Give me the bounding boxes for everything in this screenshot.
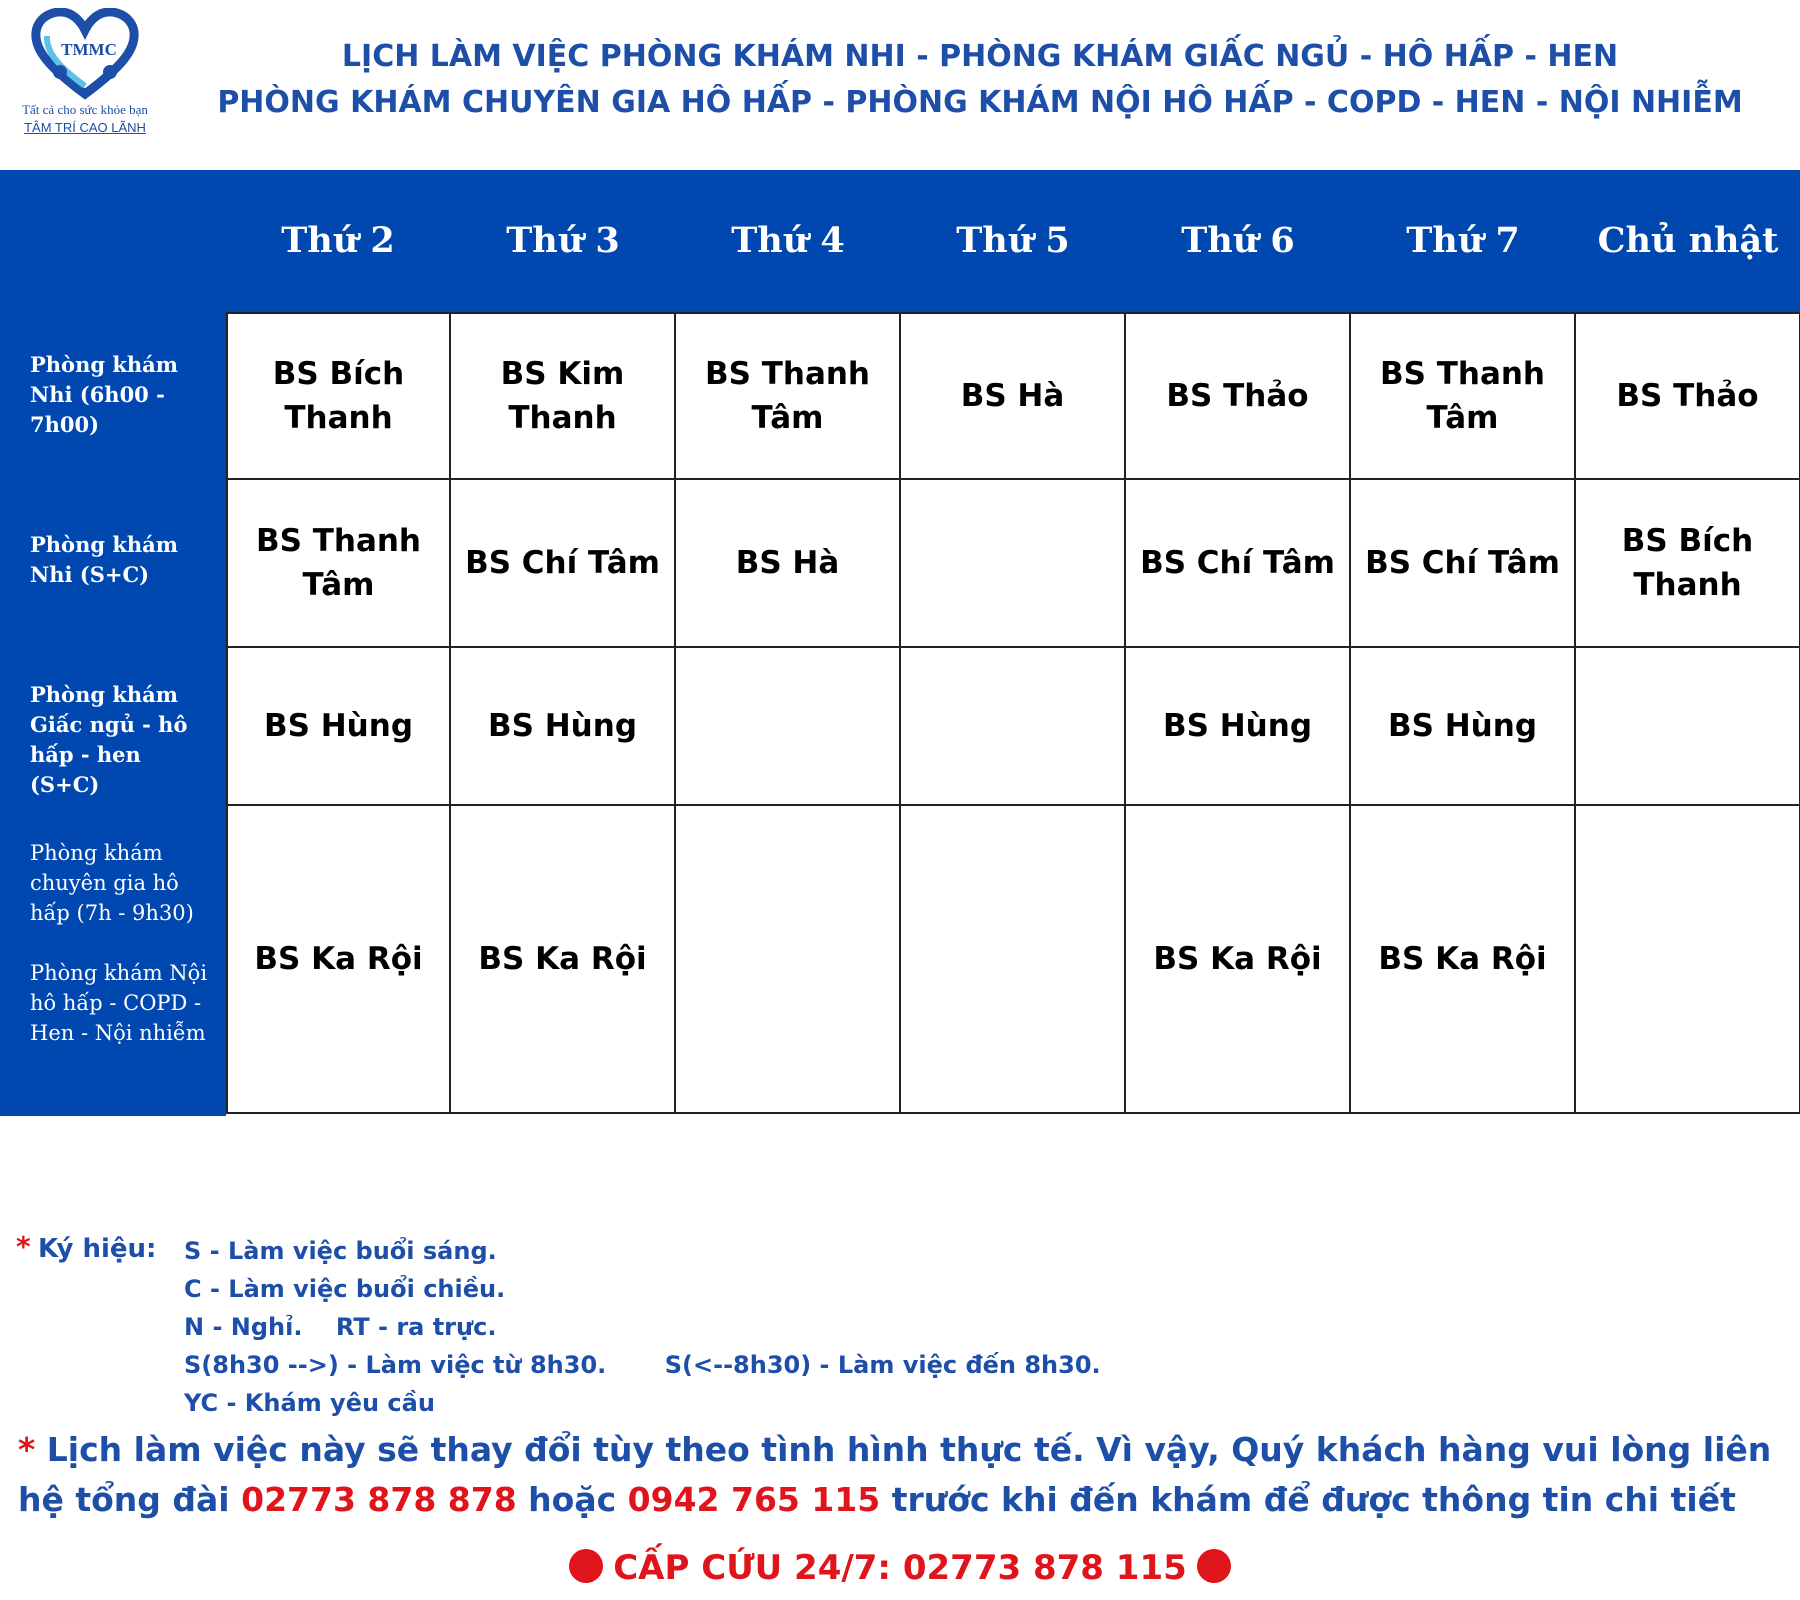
legend-label: Ký hiệu: <box>38 1234 157 1264</box>
schedule-cell: BS Hà <box>676 480 901 648</box>
schedule-cell: BS Kim Thanh <box>451 312 676 480</box>
legend-star: * <box>16 1230 31 1263</box>
notice-text-2: hoặc <box>516 1480 628 1519</box>
schedule-cell: BS Hùng <box>1126 648 1351 806</box>
notice-text-3: trước khi đến khám để được thông tin chi tiết <box>880 1480 1736 1519</box>
schedule-cell: BS Hà <box>901 312 1126 480</box>
notice-star: * <box>18 1430 36 1469</box>
schedule-cell: BS Thanh Tâm <box>676 312 901 480</box>
legend-item: C - Làm việc buổi chiều. <box>184 1275 506 1303</box>
schedule-cell: BS Ka Rội <box>226 806 451 1114</box>
schedule-cell: BS Thảo <box>1126 312 1351 480</box>
logo-brand: TÂM TRÍ CAO LÃNH <box>24 120 146 135</box>
title-line-1: LỊCH LÀM VIỆC PHÒNG KHÁM NHI - PHÒNG KHÁM GIẤC NGỦ - HÔ HẤP - HEN <box>341 39 1619 74</box>
logo-initials: TMMC <box>61 40 117 59</box>
page-title <box>170 34 1790 126</box>
schedule-cell: BS Chí Tâm <box>1126 480 1351 648</box>
logo-tagline: Tất cả cho sức khỏe bạn <box>22 102 148 117</box>
legend-item: YC - Khám yêu cầu <box>184 1389 435 1417</box>
schedule-cell <box>676 648 901 806</box>
mobile-phone[interactable]: 0942 765 115 <box>627 1480 881 1519</box>
schedule-cell: BS Ka Rội <box>1351 806 1576 1114</box>
logo <box>10 8 160 142</box>
schedule-cell <box>901 648 1126 806</box>
schedule-cell <box>901 480 1126 648</box>
day-header: Thứ 7 <box>1406 220 1520 261</box>
row-label: Phòng khám Nhi (S+C) <box>30 532 178 587</box>
row-label: Phòng khám chuyên gia hô hấp (7h - 9h30) <box>30 841 194 925</box>
schedule-cell: BS Chí Tâm <box>1351 480 1576 648</box>
title-line-2: PHÒNG KHÁM CHUYÊN GIA HÔ HẤP - PHÒNG KHÁM NỘI HÔ HẤP - COPD - HEN - NỘI NHIỄM <box>217 85 1743 120</box>
schedule-cell: BS Ka Rội <box>451 806 676 1114</box>
row-label: Phòng khám Nhi (6h00 - 7h00) <box>30 352 178 437</box>
schedule-cell <box>676 806 901 1114</box>
day-header: Thứ 5 <box>956 220 1070 261</box>
schedule-cell: BS Hùng <box>451 648 676 806</box>
day-header: Thứ 3 <box>506 220 620 261</box>
emergency-line <box>0 1548 1800 1588</box>
schedule-cell <box>901 806 1126 1114</box>
schedule-cell: BS Thanh Tâm <box>226 480 451 648</box>
hotline-phone[interactable]: 02773 878 878 <box>241 1480 517 1519</box>
schedule-cell: BS Hùng <box>226 648 451 806</box>
schedule-cell: BS Ka Rội <box>1126 806 1351 1114</box>
schedule-cell: BS Hùng <box>1351 648 1576 806</box>
day-header: Thứ 2 <box>281 220 395 261</box>
emergency-text[interactable]: CẤP CỨU 24/7: 02773 878 115 <box>613 1548 1187 1588</box>
schedule-cell: BS Bích Thanh <box>1576 480 1800 648</box>
day-header: Thứ 6 <box>1181 220 1295 261</box>
legend-item: N - Nghỉ. RT - ra trực. <box>184 1313 497 1341</box>
row-label: Phòng khám Nội hô hấp - COPD - Hen - Nội nhiễm <box>30 961 208 1045</box>
legend-item: S(8h30 -->) - Làm việc từ 8h30. S(<--8h30) - Làm việc đến 8h30. <box>184 1351 1101 1379</box>
schedule-cell <box>1576 806 1800 1114</box>
schedule-cell: BS Chí Tâm <box>451 480 676 648</box>
legend-item: S - Làm việc buổi sáng. <box>184 1237 497 1265</box>
day-header: Thứ 4 <box>731 220 845 261</box>
notice-text-1: Lịch làm việc này sẽ thay đổi tùy theo tình hình thực tế. Vì vậy, Quý khách hàng vui lòng liên hệ tổng đài <box>18 1430 1772 1519</box>
red-dot-icon <box>569 1549 603 1583</box>
schedule-cell: BS Thảo <box>1576 312 1800 480</box>
notice <box>18 1425 1788 1525</box>
schedule-cell: BS Bích Thanh <box>226 312 451 480</box>
row-label: Phòng khám Giấc ngủ - hô hấp - hen (S+C) <box>30 682 188 797</box>
legend-items <box>184 1232 1101 1422</box>
red-dot-icon <box>1197 1549 1231 1583</box>
schedule-cell: BS Thanh Tâm <box>1351 312 1576 480</box>
schedule-cell <box>1576 648 1800 806</box>
day-header: Chủ nhật <box>1597 220 1779 261</box>
